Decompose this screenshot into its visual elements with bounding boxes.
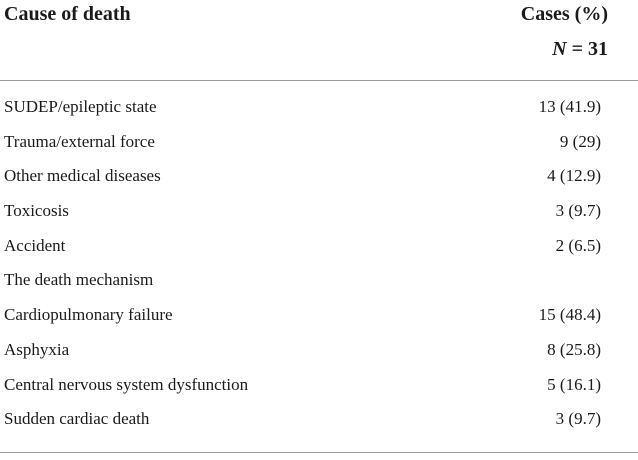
row-value: 2 (6.5) xyxy=(555,235,601,255)
table-row xyxy=(0,195,638,230)
table-row xyxy=(0,334,638,369)
table-row xyxy=(0,299,638,334)
table-body xyxy=(0,91,638,438)
table-row xyxy=(0,160,638,195)
row-label: Other medical diseases xyxy=(4,166,161,186)
table-row xyxy=(0,126,638,161)
row-value: 13 (41.9) xyxy=(538,97,601,116)
row-label: Sudden cardiac death xyxy=(4,409,150,429)
table-row xyxy=(0,369,638,404)
table-bottom-rule xyxy=(0,452,638,453)
row-value: 4 (12.9) xyxy=(547,166,601,186)
row-label: The death mechanism xyxy=(4,270,154,290)
row-label: Toxicosis xyxy=(4,201,69,221)
row-label: Trauma/external force xyxy=(4,131,155,151)
header-cases-percent: Cases (%) xyxy=(520,3,608,25)
row-value: 3 (9.7) xyxy=(555,409,601,429)
table-row xyxy=(0,230,638,265)
header-sample-size xyxy=(552,38,608,61)
row-value: 3 (9.7) xyxy=(555,201,601,221)
row-value: 9 (29) xyxy=(559,131,601,151)
header-cause-of-death: Cause of death xyxy=(4,3,131,25)
table-row-section-heading xyxy=(0,264,638,299)
header-n-symbol: N xyxy=(552,38,567,60)
row-label: SUDEP/epileptic state xyxy=(4,97,157,116)
row-value: 5 (16.1) xyxy=(547,374,601,394)
row-label: Accident xyxy=(4,235,66,255)
header-n-value: = 31 xyxy=(566,38,608,60)
row-label: Central nervous system dysfunction xyxy=(4,374,249,394)
row-label: Cardiopulmonary failure xyxy=(4,305,173,325)
row-value: 8 (25.8) xyxy=(547,339,601,359)
table-row xyxy=(0,91,638,126)
table-row xyxy=(0,403,638,438)
row-value: 15 (48.4) xyxy=(538,305,601,325)
row-label: Asphyxia xyxy=(4,339,70,359)
table-header xyxy=(0,0,638,81)
